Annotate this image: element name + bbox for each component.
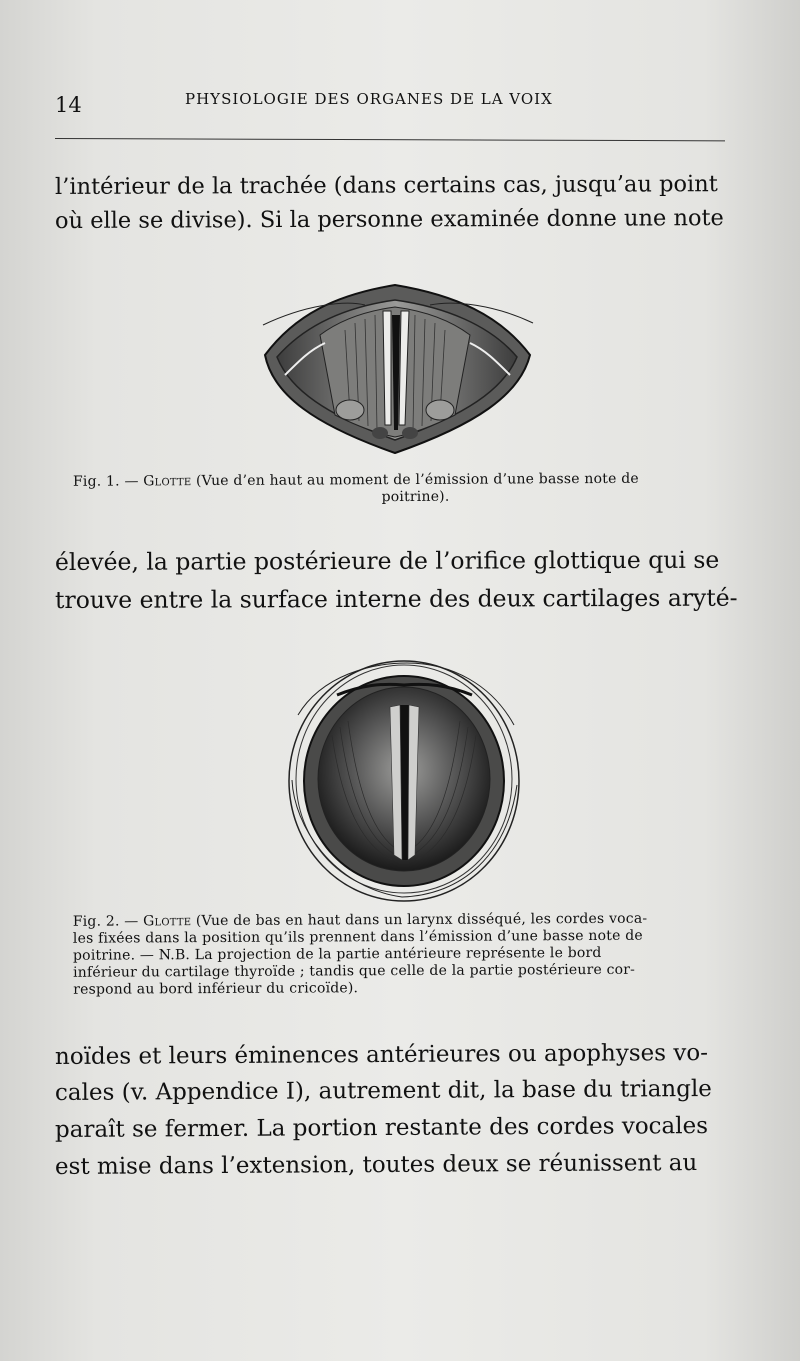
paragraph-3-line-1: noïdes et leurs éminences antérieures ou apophyses vo- bbox=[54, 1040, 709, 1070]
paragraph-2-line-1: élevée, la partie postérieure de l’orifice glottique qui se bbox=[54, 545, 720, 576]
figure-1-caption-lead: Fig. 1. — bbox=[72, 473, 144, 490]
figure-2-caption-line-5: respond au bord inférieur du cricoïde). bbox=[73, 980, 359, 998]
figure-1-caption-label: Glotte bbox=[143, 473, 192, 490]
figure-2-caption-line-3: poitrine. — N.B. La projection de la partie antérieure représente le bord bbox=[72, 944, 602, 964]
figure-1-caption-line-2: poitrine). bbox=[381, 488, 450, 506]
paragraph-3-line-3: paraît se fermer. La portion restante des cordes vocales bbox=[54, 1113, 709, 1143]
page-header bbox=[55, 86, 725, 120]
paragraph-3-line-2: cales (v. Appendice I), autrement dit, la base du triangle bbox=[54, 1075, 712, 1106]
figure-2-caption-line-4: inférieur du cartilage thyroïde ; tandis que celle de la partie postérieure cor- bbox=[73, 961, 636, 981]
paragraph-3-line-4: est mise dans l’extension, toutes deux se réunissent au bbox=[54, 1150, 698, 1180]
figure-2-caption-text: (Vue de bas en haut dans un larynx disséqué, les cordes voca- bbox=[191, 910, 648, 930]
figure-2-caption-label: Glotte bbox=[143, 913, 192, 930]
figure-1-caption-text: (Vue d’en haut au moment de l’émission d’une basse note de bbox=[191, 470, 639, 490]
paragraph-1-line-1: l’intérieur de la trachée (dans certains cas, jusqu’au point bbox=[54, 171, 718, 200]
figure-2-caption bbox=[73, 910, 738, 998]
header-rule bbox=[55, 138, 725, 141]
figure-2-caption-line-2: les fixées dans la position qu’ils prennent dans l’émission d’une basse note de bbox=[72, 927, 643, 947]
figure-1-glottis-illustration bbox=[255, 275, 540, 460]
paragraph-1-line-2: où elle se divise). Si la personne examinée donne une note bbox=[54, 205, 724, 234]
page-number: 14 bbox=[55, 93, 82, 117]
figure-2-glottis-illustration bbox=[282, 655, 527, 910]
paragraph-2-line-2: trouve entre la surface interne des deux cartilages aryté- bbox=[54, 583, 738, 614]
running-title: PHYSIOLOGIE DES ORGANES DE LA VOIX bbox=[185, 90, 553, 108]
figure-2-caption-lead: Fig. 2. — bbox=[72, 913, 144, 930]
figure-1-caption bbox=[73, 470, 738, 507]
